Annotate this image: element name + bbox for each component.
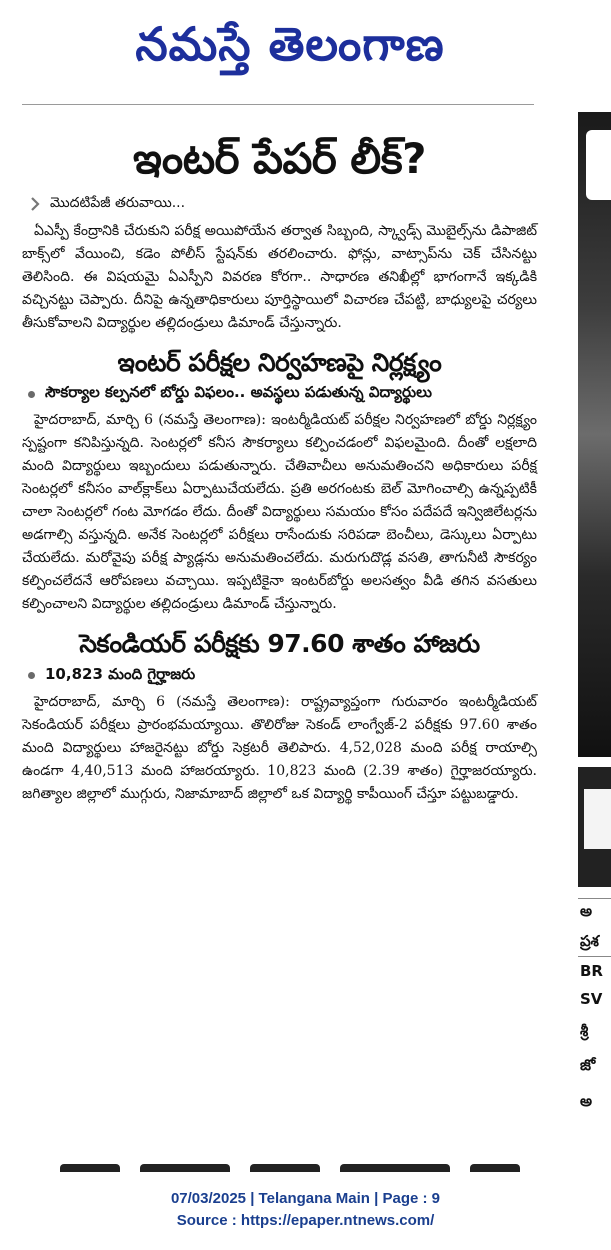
bullet-icon [28, 391, 35, 398]
adjacent-banner [578, 767, 611, 887]
footer-date-line: 07/03/2025 | Telangana Main | Page : 9 [170, 1190, 441, 1207]
article2-headline: ఇంటర్ పరీక్షల నిర్వహణపై నిర్లక్ష్యం [117, 347, 442, 377]
newspaper-logo: నమస్తే తెలంగాణ [135, 17, 445, 71]
chevron-right-icon [30, 197, 40, 211]
adjacent-row: జో [580, 1056, 596, 1074]
footer-source-line[interactable]: Source : https://epaper.ntnews.com/ [176, 1212, 435, 1229]
article3-subhead-text: 10,823 మంది గైర్హాజరు [45, 664, 196, 683]
article2-subhead-text: సౌకర్యాల కల్పనలో బోర్డు విఫలం.. అవస్థలు పడుతున్న విద్యార్థులు [45, 383, 432, 402]
adjacent-page-strip [578, 112, 611, 1172]
masthead [0, 0, 580, 100]
adjacent-row: శ్రీ [580, 1022, 589, 1040]
adjacent-row: ప్రశ [580, 932, 599, 950]
adjacent-row: SV [580, 990, 603, 1008]
next-headline-cutoff [40, 1164, 530, 1174]
article-body: ఏఎస్పీ కేంద్రానికి చేరుకుని పరీక్ష అయిపోయేన తర్వాత సిబ్బంది, స్క్వాడ్స్ మొబైల్స్‌ను డిపాజిట్ బాక్స్‌లో వేయించి, కడెం పోలీస్ స్టేషన్‌కు తరలించారు. ఫోన్లు, వాట్సాప్‌ను చెక్ చేసినట్టు తెలిసింది. ఈ విషయమై ఏఎస్పీని వివరణ కోరగా.. సాధారణ తనిఖీల్లో భాగంగానే ఇక్కడికి వచ్చినట్టు చెప్పారు. దీనిపై ఉన్నతాధికారులు పూర్తిస్థాయిలో విచారణ చేపట్టి, బాధ్యులపై చర్యలు తీసుకోవాలని విద్యార్థుల తల్లిదండ్రులు డిమాండ్ చేస్తున్నారు. [22, 222, 537, 331]
article-headline: ఇంటర్ పేపర్ లీక్? [132, 134, 426, 183]
article3-body: హైదరాబాద్, మార్చి 6 (నమస్తే తెలంగాణ): రాష్ట్రవ్యాప్తంగా గురువారం ఇంటర్మీడియట్ సెకండియర్ పరీక్షలు ప్రారంభమయ్యాయి. తొలిరోజు సెకండ్ లాంగ్వేజ్-2 పరీక్షకు 97.60 శాతం మంది విద్యార్థులు హాజరైనట్టు బోర్డు సెక్రటరీ తెలిపారు. 4,52,028 మంది పరీక్ష రాయాల్సి ఉండగా 4,40,513 మంది హాజరయ్యారు. 10,823 మంది (2.39 శాతం) గైర్హాజరయ్యారు. జగిత్యాల జిల్లాలో ముగ్గురు, నిజామాబాద్ జిల్లాలో ఒక విద్యార్థి కాపీయింగ్ చేస్తూ పట్టుబడ్డారు. [22, 693, 537, 802]
article3-subhead [28, 665, 537, 687]
adjacent-row: అ [580, 902, 593, 920]
adjacent-photo [578, 112, 611, 757]
article2-subhead [28, 383, 537, 405]
article-column [22, 112, 537, 806]
article2-body: హైదరాబాద్, మార్చి 6 (నమస్తే తెలంగాణ): ఇంటర్మీడియట్ పరీక్షల నిర్వహణలో బోర్డు నిర్లక్ష్యం స్పష్టంగా కనిపిస్తున్నది. సెంటర్లలో కనీస సౌకర్యాలు కల్పించడంలో విఫలమైంది. దీంతో లక్షలాది మంది విద్యార్థులు ఇబ్బందులు పడుతున్నారు. చేతివాచీలు అనుమతించని అధికారులు పరీక్ష సెంటర్లలో కనీసం వాల్‌క్లాక్‌లు ఏర్పాటుచేయలేదు. ప్రతి అరగంటకు బెల్ మోగించాల్సి ఉన్నప్పటికీ చాలా సెంటర్లలో గంట మోగడం లేదు. దీంతో విద్యార్థులు సమయం కోసం పదేపదే ఇన్విజిలేటర్లను అడగాల్సి వస్తున్నది. అనేక సెంటర్లలో పరీక్షలు రాసేందుకు సరిపడా బెంచీలు, డెస్కులు ఏర్పాటు చేయలేదు. మరోవైపు పరీక్ష ప్యాడ్లను అనుమతించలేదు. మరుగుదొడ్ల వసతి, తాగునీటి సౌకర్యం కల్పించలేదనే ఆరోపణలు వచ్చాయి. ఇప్పటికైనా ఇంటర్‌బోర్డు అలసత్వం వీడి తగిన వసతులు కల్పించాలని విద్యార్థుల తల్లిదండ్రులు డిమాండ్ చేస్తున్నారు. [22, 412, 537, 613]
bullet-icon [28, 672, 35, 679]
adjacent-row: అ [580, 1092, 593, 1110]
continued-from-front [30, 195, 537, 214]
continued-label: మొదటిపేజీ తరువాయి... [50, 194, 186, 211]
masthead-divider [22, 104, 534, 105]
adjacent-row: BR [580, 962, 603, 980]
article3-headline: సెకండియర్ పరీక్షకు 97.60 శాతం హాజరు [79, 629, 480, 659]
